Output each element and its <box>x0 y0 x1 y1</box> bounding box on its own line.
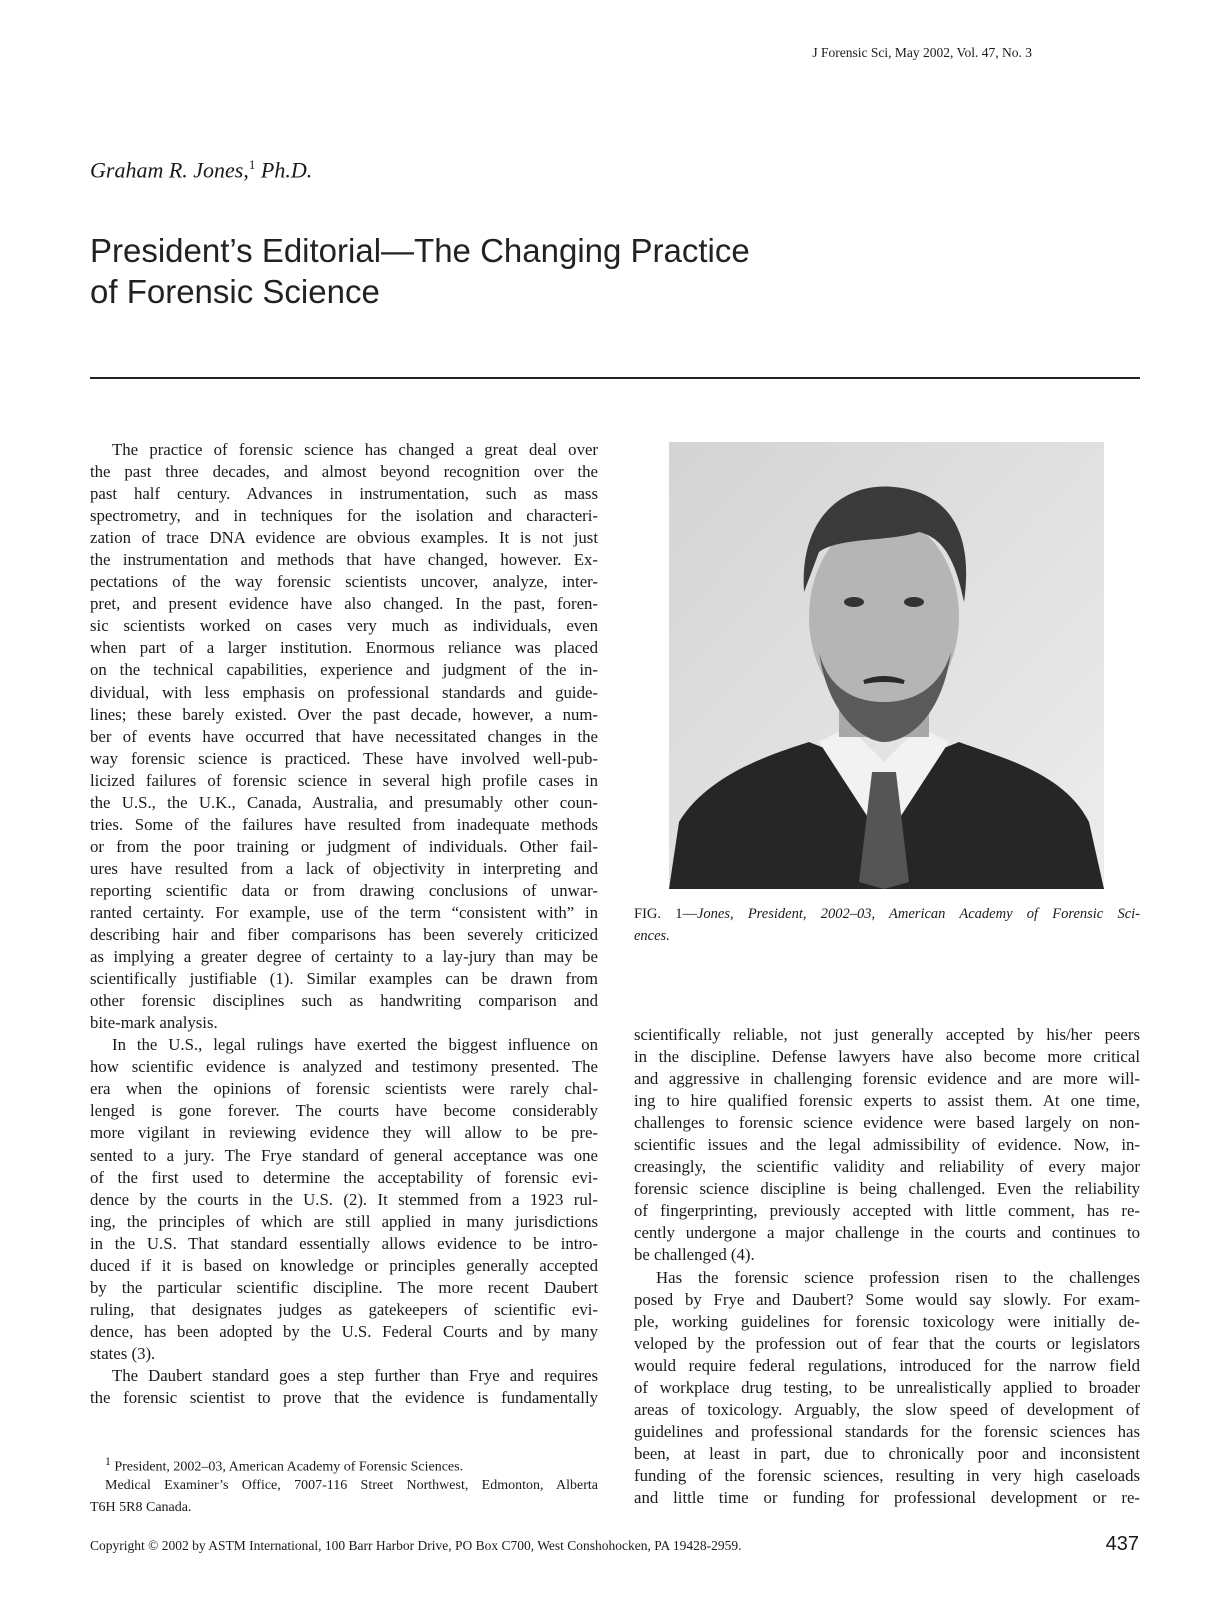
author-photo <box>669 442 1104 889</box>
text-line: lenged is gone forever. The courts have become considerably <box>90 1101 598 1121</box>
text-line: guidelines and professional standards for the forensic sciences has <box>634 1421 1140 1441</box>
caption-text: Jones, President, 2002–03, American Academy of Forensic Sci- <box>696 906 1140 922</box>
footnote-text: President, 2002–03, American Academy of Forensic Sciences. <box>114 1459 464 1475</box>
text-line: way forensic science is practiced. These have involved well-pub- <box>90 748 598 768</box>
author-degree: Ph.D. <box>260 157 313 183</box>
text-line: pectations of the way forensic scientists uncover, analyze, inter- <box>90 572 598 592</box>
text-line: scientific issues and the legal admissibility of evidence. Now, in- <box>634 1135 1140 1155</box>
footnote-address-cont: T6H 5R8 Canada. <box>90 1500 192 1516</box>
text-line: tries. Some of the failures have resulted from inadequate methods <box>90 814 598 834</box>
title-divider <box>90 377 1140 379</box>
text-line: dence by the courts in the U.S. (2). It stemmed from a 1923 rul- <box>90 1189 598 1209</box>
text-line: scientifically justifiable (1). Similar examples can be drawn from <box>90 969 598 989</box>
caption-text: ences. <box>634 928 670 945</box>
text-line: been, at least in part, due to chronically poor and inconsistent <box>634 1443 1140 1463</box>
text-line: veloped by the profession out of fear that the courts or legislators <box>634 1333 1140 1353</box>
text-line: in the discipline. Defense lawyers have also become more critical <box>634 1047 1140 1067</box>
text-line: ber of events have occurred that have necessitated changes in the <box>90 726 598 746</box>
text-line: of the first used to determine the acceptability of forensic evi- <box>90 1167 598 1187</box>
text-line: duced if it is based on knowledge or principles generally accepted <box>90 1255 598 1275</box>
text-line: the U.S., the U.K., Canada, Australia, and presumably other coun- <box>90 792 598 812</box>
author-byline <box>90 157 312 183</box>
title-line: of Forensic Science <box>90 273 380 310</box>
text-line: of fingerprinting, previously accepted with little comment, has re- <box>634 1201 1140 1221</box>
right-column <box>634 1024 1140 1509</box>
text-line: sented to a jury. The Frye standard of general acceptance was one <box>90 1145 598 1165</box>
text-line: past half century. Advances in instrumentation, such as mass <box>90 484 598 504</box>
text-line: in the U.S. That standard essentially allows evidence to be intro- <box>90 1233 598 1253</box>
footnote-address: Medical Examiner’s Office, 7007-116 Street Northwest, Edmonton, Alberta <box>105 1478 598 1494</box>
text-line: posed by Frye and Daubert? Some would say slowly. For exam- <box>634 1289 1140 1309</box>
text-line: dence, has been adopted by the U.S. Federal Courts and by many <box>90 1321 598 1341</box>
text-line: ures have resulted from a lack of objectivity in interpreting and <box>90 858 598 878</box>
text-line: would require federal regulations, introduced for the narrow field <box>634 1355 1140 1375</box>
text-line: Has the forensic science profession risen to the challenges <box>656 1267 1140 1287</box>
text-line: pret, and present evidence have also changed. In the past, foren- <box>90 594 598 614</box>
text-line: zation of trace DNA evidence are obvious examples. It is not just <box>90 528 598 548</box>
paragraph <box>634 1024 1140 1267</box>
author-name: Graham R. Jones, <box>90 157 249 183</box>
paragraph <box>90 1034 598 1365</box>
text-line: scientifically reliable, not just generally accepted by his/her peers <box>634 1025 1140 1044</box>
text-line: as implying a greater degree of certainty to a lay-jury than may be <box>90 947 598 967</box>
text-line: ranted certainty. For example, use of the term “consistent with” in <box>90 902 598 922</box>
text-line: lines; these barely existed. Over the past decade, however, a num- <box>90 704 598 724</box>
text-line: The practice of forensic science has changed a great deal over <box>112 440 598 459</box>
text-line: be challenged (4). <box>634 1245 755 1265</box>
text-line: licized failures of forensic science in several high profile cases in <box>90 770 598 790</box>
title-line: President’s Editorial—The Changing Practice <box>90 232 750 269</box>
text-line: In the U.S., legal rulings have exerted the biggest influence on <box>112 1035 598 1055</box>
text-line: cently undergone a major challenge in the courts and continues to <box>634 1223 1140 1243</box>
text-line: sic scientists worked on cases very much as individuals, even <box>90 616 598 636</box>
footnote-mark: 1 <box>105 1455 111 1468</box>
text-line: states (3). <box>90 1343 156 1363</box>
text-line: ple, working guidelines for forensic toxicology were initially de- <box>634 1311 1140 1331</box>
text-line: more vigilant in reviewing evidence they will allow to be pre- <box>90 1123 598 1143</box>
text-line: reporting scientific data or from drawing conclusions of unwar- <box>90 880 598 900</box>
text-line: forensic science discipline is being challenged. Even the reliability <box>634 1179 1140 1199</box>
text-line: ruling, that designates judges as gatekeepers of scientific evi- <box>90 1299 598 1319</box>
footnotes <box>90 1453 598 1518</box>
text-line: creasingly, the scientific validity and reliability of every major <box>634 1157 1140 1177</box>
text-line: ing to hire qualified forensic experts to assist them. At one time, <box>634 1091 1140 1111</box>
figure-caption <box>634 905 1140 946</box>
text-line: or from the poor training or judgment of individuals. Other fail- <box>90 836 598 856</box>
text-line: ing, the principles of which are still applied in many jurisdictions <box>90 1211 598 1231</box>
paragraph <box>90 439 598 1034</box>
text-line: era when the opinions of forensic scientists were rarely chal- <box>90 1079 598 1099</box>
text-line: bite-mark analysis. <box>90 1013 218 1033</box>
paragraph <box>90 1365 598 1409</box>
text-line: and little time or funding for professional development or re- <box>634 1487 1140 1507</box>
text-line: the instrumentation and methods that have changed, however. Ex- <box>90 550 598 570</box>
figure-label: FIG. 1— <box>634 906 697 922</box>
left-column <box>90 439 598 1409</box>
text-line: when part of a larger institution. Enormous reliance was placed <box>90 638 598 658</box>
text-line: by the particular scientific discipline. The more recent Daubert <box>90 1277 598 1297</box>
text-line: on the technical capabilities, experience and judgment of the in- <box>90 660 598 680</box>
text-line: how scientific evidence is analyzed and testimony presented. The <box>90 1057 598 1077</box>
text-line: dividual, with less emphasis on professional standards and guide- <box>90 682 598 702</box>
paragraph <box>634 1267 1140 1510</box>
running-head: J Forensic Sci, May 2002, Vol. 47, No. 3 <box>812 45 1032 60</box>
text-line: of workplace drug testing, to be unrealistically applied to broader <box>634 1377 1140 1397</box>
author-footnote-mark: 1 <box>248 157 256 172</box>
text-line: the forensic scientist to prove that the evidence is fundamentally <box>90 1388 598 1408</box>
text-line: areas of toxicology. Arguably, the slow speed of development of <box>634 1399 1140 1419</box>
text-line: funding of the forensic sciences, resulting in very high caseloads <box>634 1465 1140 1485</box>
text-line: describing hair and fiber comparisons has been severely criticized <box>90 925 598 945</box>
text-line: challenges to forensic science evidence were based largely on non- <box>634 1113 1140 1133</box>
text-line: the past three decades, and almost beyond recognition over the <box>90 462 598 482</box>
copyright-footer: Copyright © 2002 by ASTM International, 100 Barr Harbor Drive, PO Box C700, West Conshohocken, PA 19428-2959. <box>90 1538 742 1553</box>
text-line: and aggressive in challenging forensic evidence and are more will- <box>634 1069 1140 1089</box>
page-number: 437 <box>1105 1533 1139 1555</box>
text-line: other forensic disciplines such as handwriting comparison and <box>90 991 598 1011</box>
text-line: The Daubert standard goes a step further than Frye and requires <box>112 1365 598 1385</box>
text-line: spectrometry, and in techniques for the isolation and characteri- <box>90 506 598 526</box>
article-title <box>90 230 750 312</box>
